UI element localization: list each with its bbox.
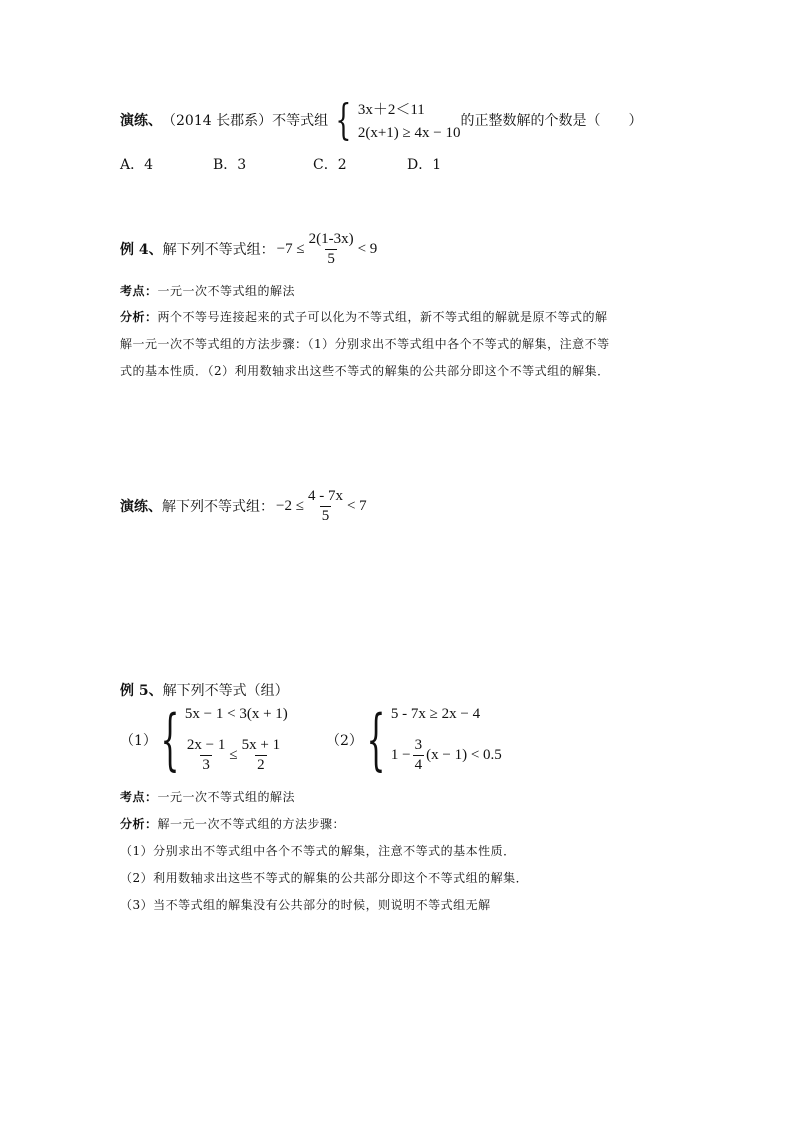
kaodian-text: 一元一次不等式组的解法: [157, 790, 296, 804]
part2-eq2: [391, 737, 502, 774]
option-b: B．3: [213, 157, 247, 173]
example5-kaodian: [120, 788, 295, 805]
part2-denominator: 4: [414, 757, 423, 773]
system-brace: {: [335, 95, 352, 144]
practice1-system: [358, 98, 461, 142]
part2-label: （2）: [326, 733, 363, 749]
fenxi-line1: 两个不等号连接起来的式子可以化为不等式组，新不等式组的解就是原不等式的解: [157, 310, 608, 324]
practice2-label: 演练、: [120, 499, 162, 515]
part2-eq1: 5 - 7x ≥ 2x − 4: [390, 706, 481, 722]
part1-fraction2: [240, 737, 282, 774]
fenxi-label: 分析：: [120, 310, 158, 324]
kaodian-text: 一元一次不等式组的解法: [157, 284, 296, 298]
practice2-line: [120, 483, 367, 529]
option-c: C．2: [313, 157, 347, 173]
part2-fraction: [413, 737, 425, 774]
part1-denominator2: 2: [257, 757, 265, 773]
part1-eq2: [185, 737, 288, 774]
option-a: A．4: [120, 157, 154, 173]
example4-fenxi-line3: 式的基本性质．（2）利用数轴求出这些不等式的解集的公共部分即这个不等式组的解集．: [120, 364, 610, 378]
practice2-fraction: [306, 488, 345, 525]
part1-label: （1）: [120, 733, 157, 749]
fenxi-intro: 解一元一次不等式组的方法步骤：: [157, 817, 346, 831]
part1-numerator2: 5x + 1: [241, 737, 281, 753]
example4-text: 解下列不等式组：: [162, 242, 275, 258]
example5-step2: （2）利用数轴求出这些不等式的解集的公共部分即这个不等式组的解集．: [120, 871, 529, 885]
example4-fenxi-line2: 解一元一次不等式组的方法步骤：（1）分别求出不等式组中各个不等式的解集，注意不等: [120, 337, 610, 351]
example5-step1: （1）分别求出不等式组中各个不等式的解集，注意不等式的基本性质．: [120, 844, 516, 858]
practice2-numerator: 4 - 7x: [307, 487, 343, 504]
part1-system: [185, 706, 288, 774]
example4-denominator: 5: [327, 250, 335, 267]
example4-fraction: [307, 231, 356, 268]
practice1-source: （2014 长郡系）: [162, 113, 273, 129]
example4-fenxi-line1: [120, 308, 608, 325]
part1-denominator1: 3: [202, 757, 210, 773]
practice1-line: [120, 97, 642, 143]
part2-pre: 1 −: [390, 747, 411, 763]
fenxi-label: 分析：: [120, 817, 158, 831]
example5-part1: [120, 701, 288, 778]
practice1-eq1: 3x＋2＜11: [357, 102, 425, 118]
option-d: D．1: [407, 157, 442, 173]
practice2-right: < 7: [346, 497, 367, 514]
example4-left: −7 ≤: [276, 240, 305, 257]
example4-label: 例 4、: [120, 242, 163, 258]
part1-eq1: 5x − 1 < 3(x + 1): [184, 706, 288, 722]
example5-fenxi: [120, 815, 345, 832]
practice2-left: −2 ≤: [276, 497, 304, 514]
example4-numerator: 2(1-3x): [308, 230, 354, 247]
practice1-label: 演练、: [120, 113, 162, 129]
practice1-text-after: 的正整数解的个数是（ ）: [460, 113, 643, 129]
example5-heading: [120, 680, 289, 700]
practice1-text-before: 不等式组: [272, 113, 329, 129]
system-brace: {: [366, 701, 386, 778]
example5-label: 例 5、: [120, 683, 163, 699]
practice2-denominator: 5: [321, 507, 330, 524]
example5-part2: [326, 701, 502, 778]
practice1-eq2: 2(x+1) ≥ 4x − 10: [357, 125, 461, 141]
practice2-text: 解下列不等式组：: [162, 499, 274, 515]
kaodian-label: 考点：: [120, 284, 158, 298]
part2-post: (x − 1) < 0.5: [426, 747, 502, 763]
example4-line: [120, 226, 377, 272]
system-brace: {: [160, 701, 180, 778]
part2-system: [391, 706, 502, 774]
part1-relation: ≤: [229, 747, 238, 763]
part2-numerator: 3: [414, 737, 423, 753]
example4-right: < 9: [357, 240, 378, 257]
example5-text: 解下列不等式（组）: [162, 683, 289, 699]
example4-kaodian: [120, 282, 295, 299]
kaodian-label: 考点：: [120, 790, 158, 804]
part1-fraction1: [185, 737, 227, 774]
example5-step3: （3）当不等式组的解集没有公共部分的时候，则说明不等式组无解: [120, 898, 491, 912]
part1-numerator1: 2x − 1: [186, 737, 226, 753]
